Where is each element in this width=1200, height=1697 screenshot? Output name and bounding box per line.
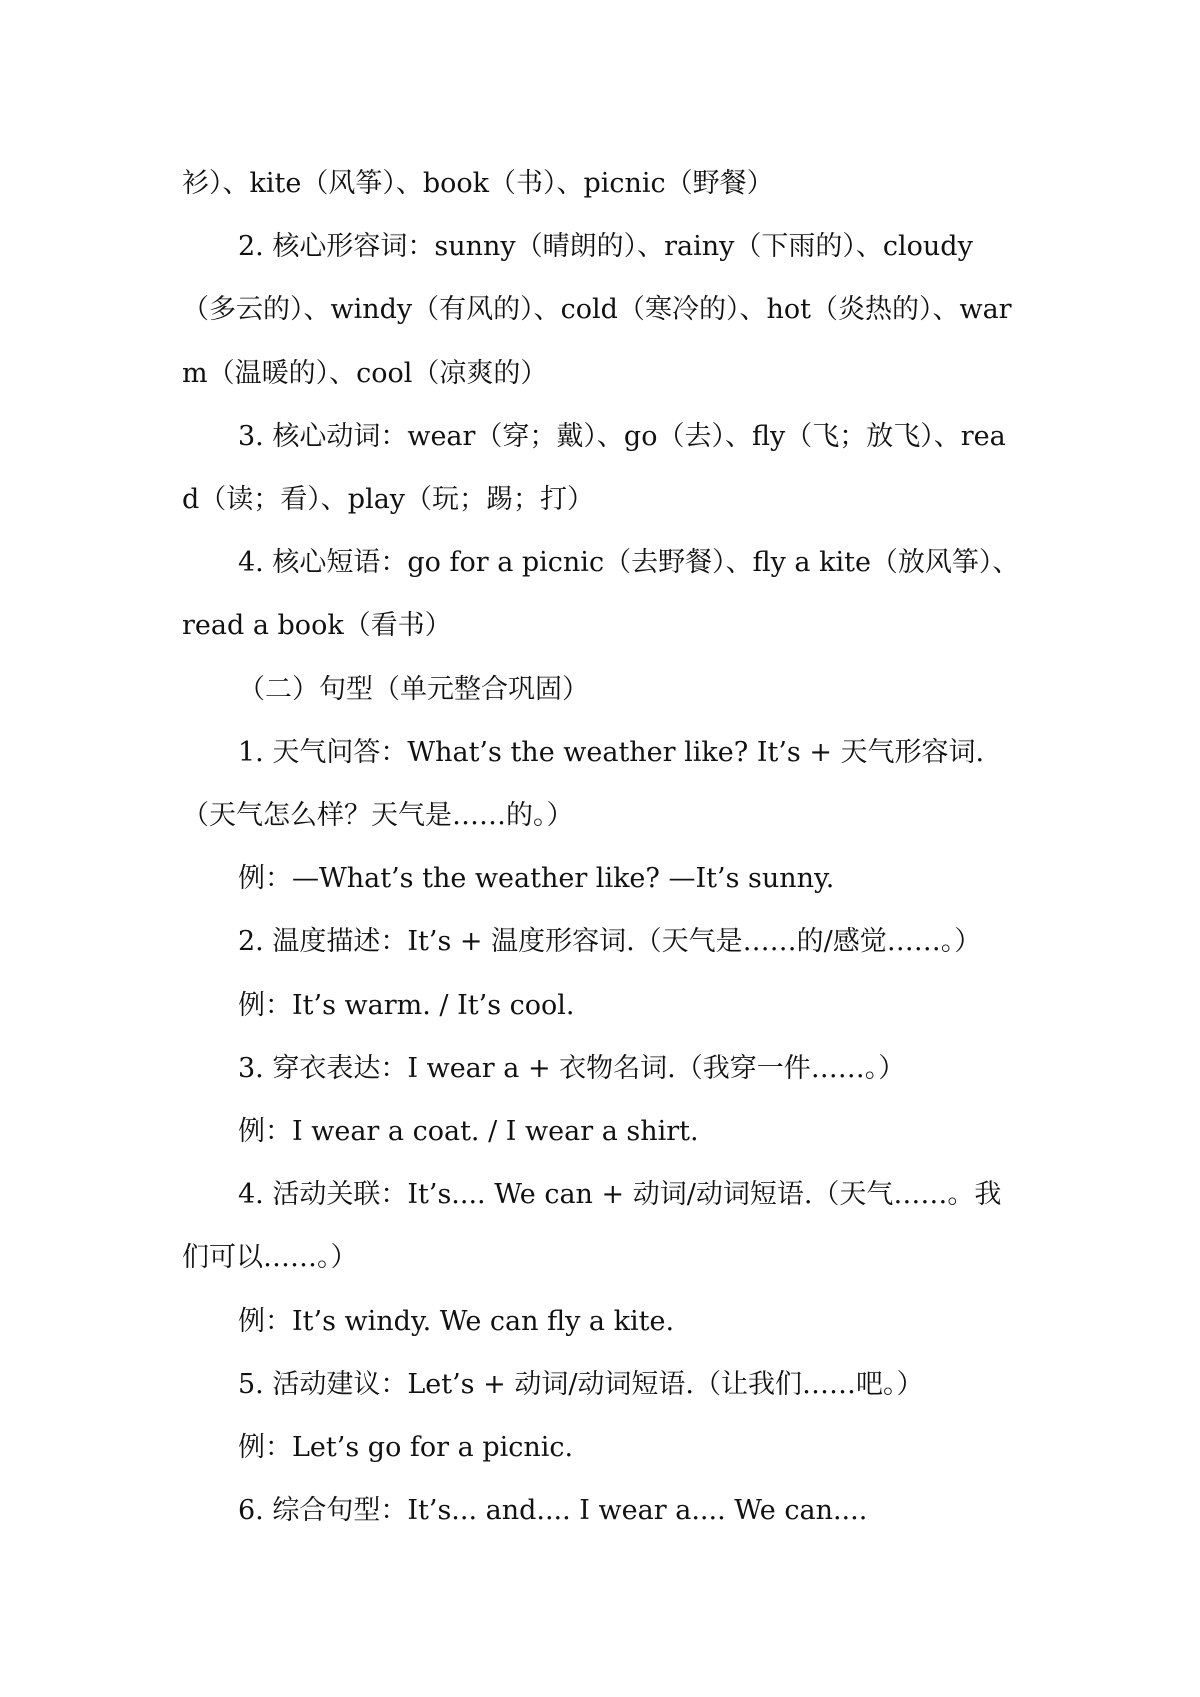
pattern-weather-qa: 1. 天气问答：What’s the weather like? It’s + 天气形容词.（天气怎么样？天气是……的。） — [182, 736, 985, 832]
section-heading-sentence-patterns: （二）句型（单元整合巩固） — [238, 673, 589, 705]
example-temperature: 例：It’s warm. / It’s cool. — [238, 989, 575, 1021]
pattern-activity-link: 4. 活动关联：It’s.... We can + 动词/动词短语.（天气……。我们可以……。） — [182, 1179, 1002, 1274]
vocab-nouns-continued: 衫）、kite（风筝）、book（书）、picnic（野餐） — [182, 168, 774, 199]
pattern-clothing: 3. 穿衣表达：I wear a + 衣物名词.（我穿一件……。） — [238, 1052, 906, 1084]
example-weather-qa: 例：—What’s the weather like? —It’s sunny. — [238, 863, 835, 895]
example-activity-link: 例：It’s windy. We can fly a kite. — [238, 1305, 675, 1337]
vocab-verbs: 3. 核心动词：wear（穿；戴）、go（去）、fly（飞；放飞）、read（读；看）、play（玩；踢；打） — [182, 420, 1006, 516]
vocab-phrases: 4. 核心短语：go for a picnic（去野餐）、fly a kite（放风筝）、read a book（看书） — [182, 547, 1020, 642]
pattern-suggestion: 5. 活动建议：Let’s + 动词/动词短语.（让我们……吧。） — [238, 1368, 924, 1400]
example-clothing: 例：I wear a coat. / I wear a shirt. — [238, 1116, 699, 1148]
pattern-combined: 6. 综合句型：It’s... and.... I wear a.... We can.... — [238, 1495, 868, 1527]
example-suggestion: 例：Let’s go for a picnic. — [238, 1432, 574, 1464]
document-body — [182, 152, 1022, 1542]
pattern-temperature: 2. 温度描述：It’s + 温度形容词.（天气是……的/感觉……。） — [238, 926, 982, 958]
vocab-adjectives: 2. 核心形容词：sunny（晴朗的）、rainy（下雨的）、cloudy（多云的）、windy（有风的）、cold（寒冷的）、hot（炎热的）、warm（温暖的）、cool（凉爽的） — [182, 231, 1012, 389]
